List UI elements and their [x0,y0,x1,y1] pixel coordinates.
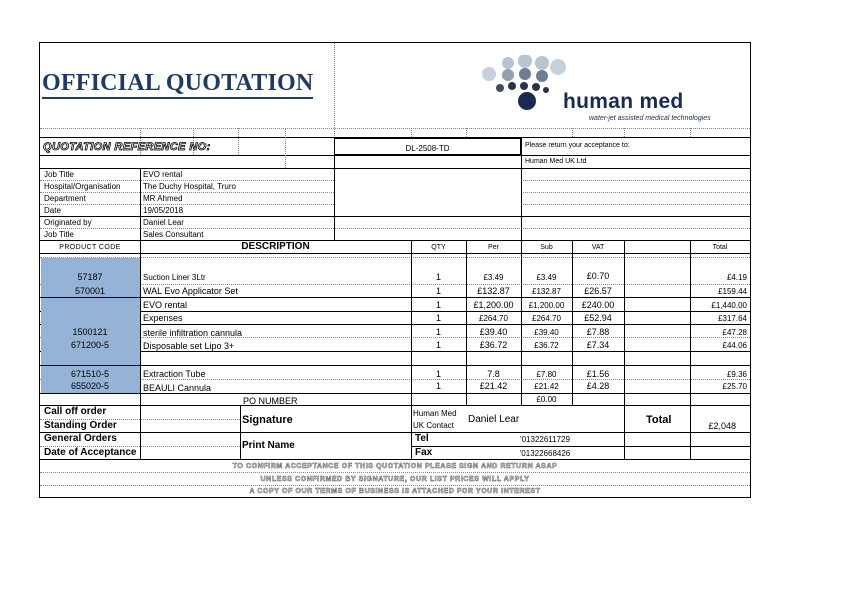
row-per: £132.87 [477,286,510,296]
fax-value: '01322668426 [519,449,571,458]
notice-line: A COPY OF OUR TERMS OF BUSINESS IS ATTACHED FOR YOUR INTEREST [249,488,541,495]
row-sub: £1,200.00 [528,301,565,310]
page-title: OFFICIAL QUOTATION [42,70,313,99]
row-vat: £7.34 [586,340,610,350]
grand-total-value: £2,048 [708,421,736,431]
tel-label: Tel [415,433,429,444]
header-description: DESCRIPTION [241,241,310,252]
print-name-label: Print Name [242,440,295,451]
notice-line: TO CONFIRM ACCEPTANCE OF THIS QUOTATION PLEASE SIGN AND RETURN ASAP [232,463,558,470]
row-description: sterile infiltration cannula [143,328,243,338]
tel-value: '01322611729 [520,435,570,444]
row-total: £25.70 [722,382,747,391]
row-qty: 1 [435,327,441,337]
row-sub: £3.49 [536,273,557,282]
call-off-order-label: Call off order [44,406,107,417]
header-vat: VAT [591,244,605,251]
row-vat: £240.00 [581,300,615,310]
row-sub: £39.40 [534,328,559,337]
date-of-acceptance-label: Date of Acceptance [44,447,137,458]
customer-label: Hospital/Organisation [44,182,121,191]
contact-name: Daniel Lear [468,414,520,425]
quotation-reference-label: QUOTATION REFERENCE NO: [43,141,211,153]
logo-name: human med [563,90,684,113]
header-per: Per [488,244,499,251]
header-qty: QTY [431,244,446,251]
row-total: £159.44 [718,287,747,296]
row-vat: £0.70 [586,271,610,281]
row-per: £264.70 [479,314,508,323]
row-qty: 1 [435,300,441,310]
row-vat: £7.88 [586,327,610,337]
row-sub: £36.72 [534,341,559,350]
row-description: Expenses [143,313,183,323]
row-qty: 1 [435,340,441,350]
row-per: 7.8 [487,369,500,379]
header-divider [334,43,335,138]
row-total: £9.36 [726,370,747,379]
row-sub: £21.42 [534,382,559,391]
row-product-code: 57187 [77,272,103,282]
row-vat: £52.94 [584,313,612,323]
customer-value: EVO rental [143,170,183,179]
header-product-code: PRODUCT CODE [59,244,121,251]
header-sub: Sub [540,244,553,251]
customer-value: The Duchy Hospital, Truro [143,182,236,191]
row-product-code: 655020-5 [70,381,110,391]
row-vat: £4.28 [586,381,610,391]
row-qty: 1 [435,313,441,323]
row-total: £317.64 [718,314,747,323]
customer-value: 19/05/2018 [143,206,184,215]
return-acceptance-label: Please return your acceptance to: [525,142,630,149]
row-total: £44.06 [722,341,747,350]
row-sub: £264.70 [532,314,561,323]
customer-value: Daniel Lear [143,218,184,227]
general-orders-label: General Orders [44,433,117,444]
row-description: Extraction Tube [143,369,206,379]
row-qty: 1 [435,272,441,282]
row-total: £4.19 [726,273,747,282]
customer-label: Department [44,194,86,203]
row-qty: 1 [435,286,441,296]
row-per: £39.40 [479,327,508,337]
row-qty: 1 [435,381,441,391]
standing-order-label: Standing Order [44,420,117,431]
row-vat: £26.57 [584,286,612,296]
row-description: Disposable set Lipo 3+ [143,341,235,351]
customer-label: Job Title [44,170,74,179]
quotation-reference-value: DL-2508-TD [405,144,450,153]
contact-label-line1: Human Med [413,409,457,418]
row-total: £47.28 [722,328,747,337]
return-to-company: Human Med UK Ltd [525,158,587,165]
row-product-code: 671200-5 [70,340,110,350]
row-product-code: 671510-5 [70,369,110,379]
row-sub: £7.80 [536,370,557,379]
logo-tagline: water-jet assisted medical technologies [589,115,711,122]
row-description: Suction Liner 3Ltr [143,273,206,282]
row-description: BEAULI Cannula [143,383,212,393]
contact-label-line2: UK Contact [413,421,454,430]
row-per: £36.72 [479,340,508,350]
row-description: WAL Evo Applicator Set [143,286,238,296]
signature-label: Signature [242,414,293,426]
customer-label: Date [44,206,61,215]
total-label: Total [646,414,672,426]
row-product-code: 1500121 [72,327,108,337]
po-number-label: PO NUMBER [243,396,298,406]
row-per: £1,200.00 [473,300,514,310]
row-vat: £1.56 [586,369,610,379]
row-per: £21.42 [479,381,508,391]
po-sub-value: £0.00 [536,395,557,404]
customer-label: Originated by [44,218,92,227]
row-description: EVO rental [143,300,188,310]
customer-value: MR Ahmed [143,194,183,203]
row-per: £3.49 [483,273,504,282]
row-sub: £132.87 [532,287,561,296]
notice-line: UNLESS CONFIRMED BY SIGNATURE, OUR LIST PRICES WILL APPLY [260,476,530,483]
row-total: £1,440.00 [711,301,747,310]
header-total: Total [712,244,728,251]
fax-label: Fax [415,447,433,458]
customer-value: Sales Consultant [143,230,204,239]
row-product-code: 570001 [74,286,106,296]
row-qty: 1 [435,369,441,379]
customer-label: Job Title [44,230,74,239]
